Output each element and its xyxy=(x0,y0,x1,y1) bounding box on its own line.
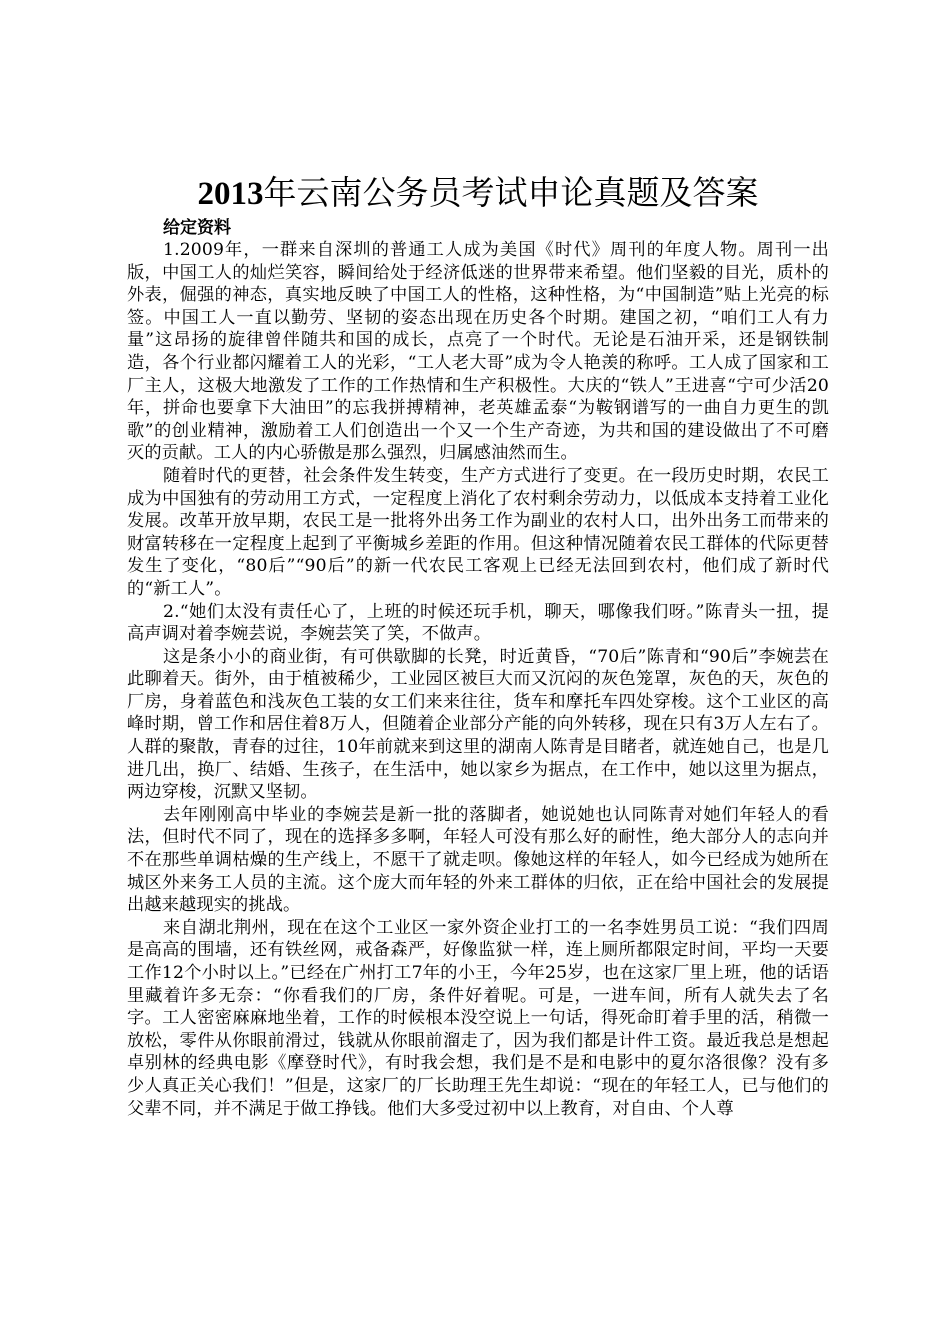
document-title xyxy=(127,170,829,217)
paragraph-4: 这是条小小的商业街，有可供歇脚的长凳，时近黄昏，“70后”陈青和“90后”李婉芸在此聊着天。街外，由于植被稀少，工业园区被巨大而又沉闷的灰色笼罩，灰色的天，灰色的厂房，身着蓝色和浅灰色工装的女工们来来往往，货车和摩托车四处穿梭。这个工业区的高峰时期，曾工作和居住着8万人，但随着企业部分产能的向外转移，现在只有3万人左右了。人群的聚散，青春的过往，10年前就来到这里的湖南人陈青是目睹者，就连她自己，也是几进几出，换厂、结婚、生孩子，在生活中，她以家乡为据点，在工作中，她以这里为据点，两边穿梭，沉默又坚韧。 xyxy=(127,646,829,803)
paragraph-3: 2.“她们太没有责任心了，上班的时候还玩手机，聊天，哪像我们呀。”陈青头一扭，提高声调对着李婉芸说，李婉芸笑了笑，不做声。 xyxy=(127,601,829,645)
document-page xyxy=(127,170,829,1120)
paragraph-1: 1.2009年，一群来自深圳的普通工人成为美国《时代》周刊的年度人物。周刊一出版，中国工人的灿烂笑容，瞬间给处于经济低迷的世界带来希望。他们坚毅的目光，质朴的外表，倔强的神态，真实地反映了中国工人的性格，这种性格，为“中国制造”贴上光亮的标签。中国工人一直以勤劳、坚韧的姿态出现在历史各个时期。建国之初，“咱们工人有力量”这昂扬的旋律曾伴随共和国的成长，点亮了一个时代。无论是石油开采，还是钢铁制造，各个行业都闪耀着工人的光彩，“工人老大哥”成为令人艳羡的称呼。工人成了国家和工厂主人，这极大地激发了工作的工作热情和生产积极性。大庆的“铁人”王进喜“宁可少活20年，拼命也要拿下大油田”的忘我拼搏精神，老英雄孟泰“为鞍钢谱写的一曲自力更生的凯歌”的创业精神，激励着工人们创造出一个又一个生产奇迹，为共和国的建设做出了不可磨灭的贡献。工人的内心骄傲是那么强烈，归属感油然而生。 xyxy=(127,240,829,464)
paragraph-5: 去年刚刚高中毕业的李婉芸是新一批的落脚者，她说她也认同陈青对她们年轻人的看法，但时代不同了，现在的选择多多啊，年轻人可没有那么好的耐性，绝大部分人的志向并不在那些单调枯燥的生产线上，不愿干了就走呗。像她这样的年轻人，如今已经成为她所在城区外来务工人员的主流。这个庞大而年轻的外来工群体的归依，正在给中国社会的发展提出越来越现实的挑战。 xyxy=(127,804,829,916)
paragraph-6: 来自湖北荆州，现在在这个工业区一家外资企业打工的一名李姓男员工说：“我们四周是高高的围墙，还有铁丝网，戒备森严，好像监狱一样，连上厕所都限定时间，平均一天要工作12个小时以上。”已经在广州打工7年的小王，今年25岁，也在这家厂里上班，他的话语里藏着许多无奈：“你看我们的厂房，条件好着呢。可是，一进车间，所有人就失去了名字。工人密密麻麻地坐着，工作的时候根本没空说上一句话，得死命盯着手里的活，稍微一放松，零件从你眼前滑过，钱就从你眼前溜走了，因为我们都是计件工资。最近我总是想起卓别林的经典电影《摩登时代》，有时我会想，我们是不是和电影中的夏尔洛很像？没有多少人真正关心我们！”但是，这家厂的厂长助理王先生却说：“现在的年轻工人，已与他们的父辈不同，并不满足于做工挣钱。他们大多受过初中以上教育，对自由、个人尊 xyxy=(127,917,829,1119)
title-text: 年云南公务员考试申论真题及答案 xyxy=(263,173,759,212)
title-year: 2013 xyxy=(197,176,264,212)
paragraph-2: 随着时代的更替，社会条件发生转变，生产方式进行了变更。在一段历史时期，农民工成为中国独有的劳动用工方式，一定程度上消化了农村剩余劳动力，以低成本支持着工业化发展。改革开放早期，农民工是一批将外出务工作为副业的农村人口，出外出务工而带来的财富转移在一定程度上起到了平衡城乡差距的作用。但这种情况随着农民工群体的代际更替发生了变化，“80后”“90后”的新一代农民工客观上已经无法回到农村，他们成了新时代的“新工人”。 xyxy=(127,465,829,599)
section-heading: 给定资料 xyxy=(163,218,231,238)
